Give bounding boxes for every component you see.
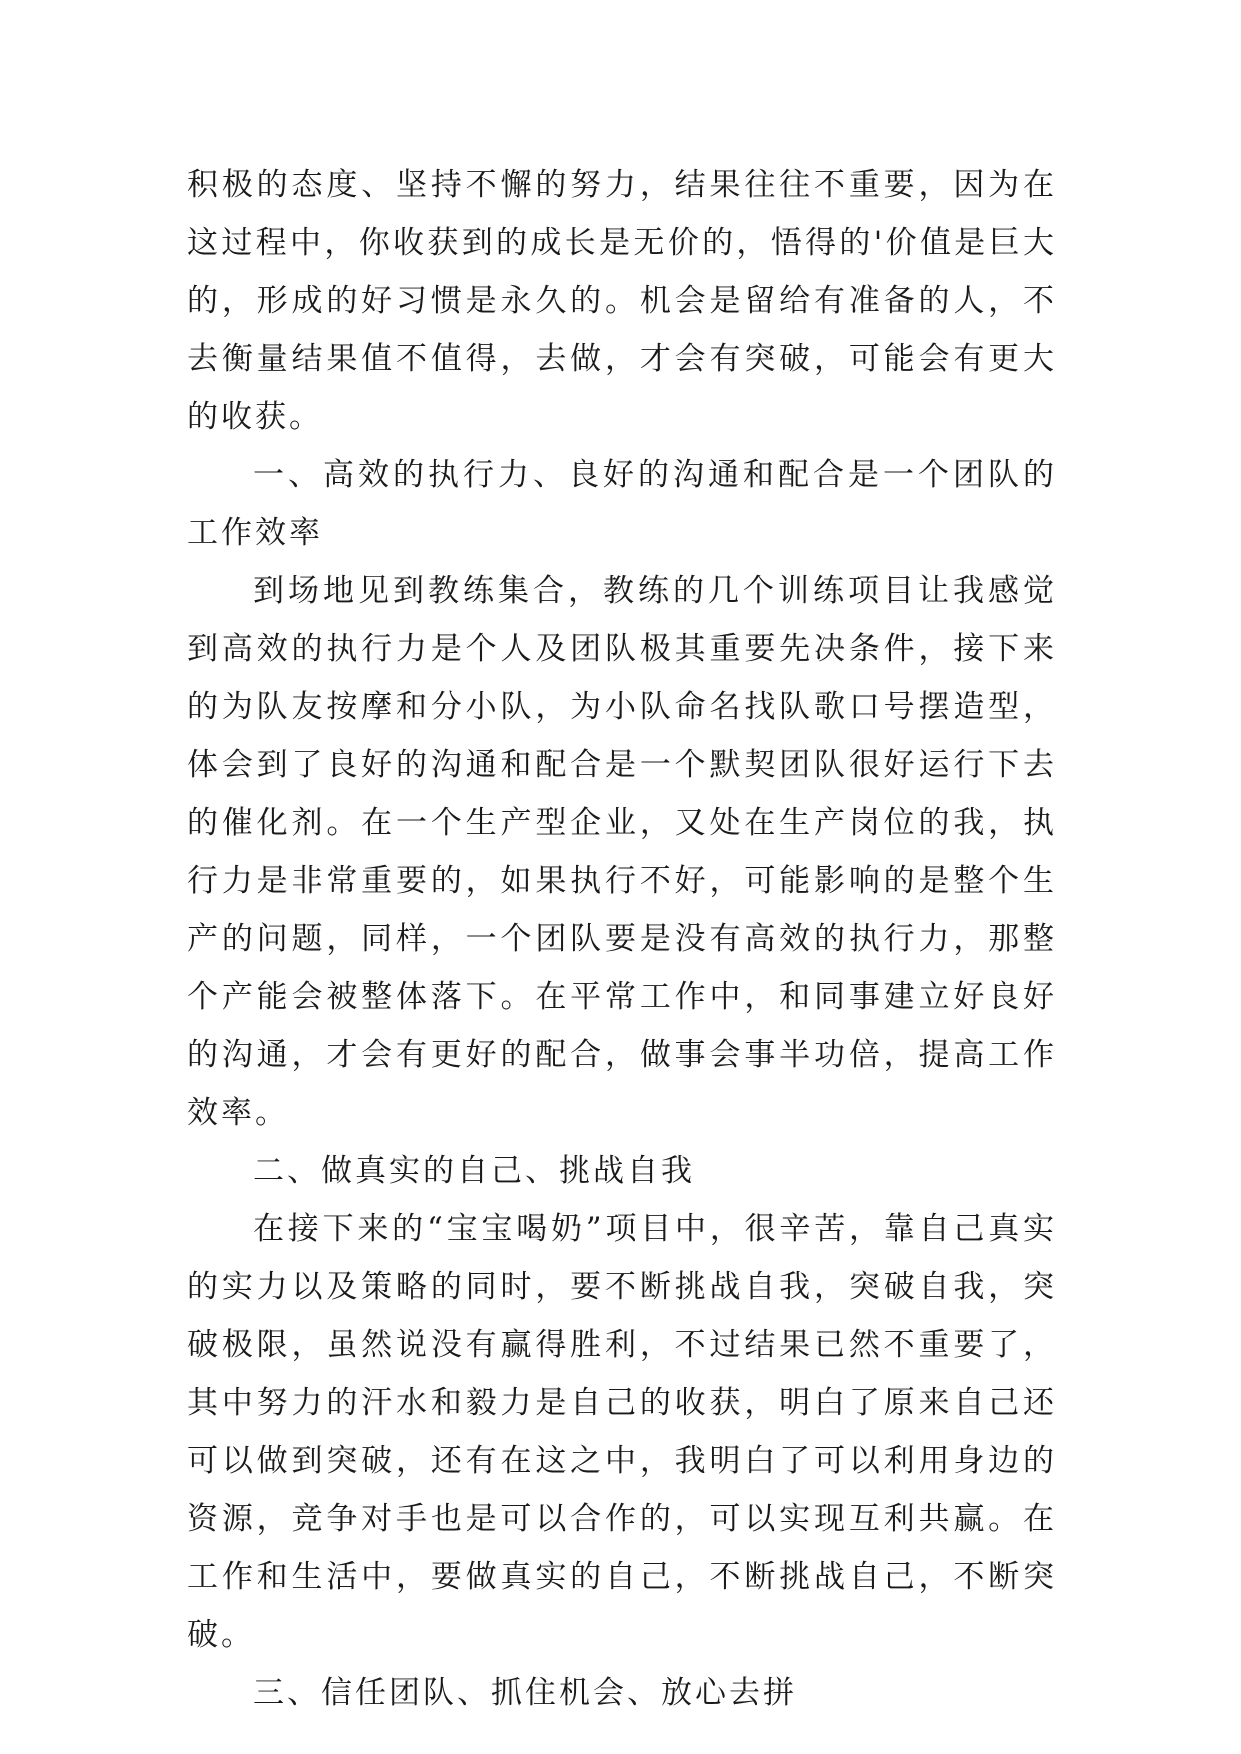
paragraph-intro-continuation: 积极的态度、坚持不懈的努力，结果往往不重要，因为在这过程中，你收获到的成长是无价的，悟得的'价值是巨大的，形成的好习惯是永久的。机会是留给有准备的人，不去衡量结果值不值得，去做，才会有突破，可能会有更大的收获。	[187, 167, 1057, 435]
section-heading-2: 二、做真实的自己、挑战自我	[253, 1153, 695, 1189]
section-heading-3: 三、信任团队、抓住机会、放心去拼	[253, 1675, 797, 1711]
document-body	[187, 156, 1057, 1722]
paragraph-section-2: 在接下来的“宝宝喝奶”项目中，很辛苦，靠自己真实的实力以及策略的同时，要不断挑战自我，突破自我，突破极限，虽然说没有赢得胜利，不过结果已然不重要了，其中努力的汗水和毅力是自己的收获，明白了原来自己还可以做到突破，还有在这之中，我明白了可以利用身边的资源，竞争对手也是可以合作的，可以实现互利共赢。在工作和生活中，要做真实的自己，不断挑战自己，不断突破。	[187, 1211, 1057, 1653]
section-heading-1: 一、高效的执行力、良好的沟通和配合是一个团队的工作效率	[187, 457, 1057, 551]
paragraph-section-1: 到场地见到教练集合，教练的几个训练项目让我感觉到高效的执行力是个人及团队极其重要先决条件，接下来的为队友按摩和分小队，为小队命名找队歌口号摆造型，体会到了良好的沟通和配合是一个默契团队很好运行下去的催化剂。在一个生产型企业，又处在生产岗位的我，执行力是非常重要的，如果执行不好，可能影响的是整个生产的问题，同样，一个团队要是没有高效的执行力，那整个产能会被整体落下。在平常工作中，和同事建立好良好的沟通，才会有更好的配合，做事会事半功倍，提高工作效率。	[187, 573, 1057, 1131]
